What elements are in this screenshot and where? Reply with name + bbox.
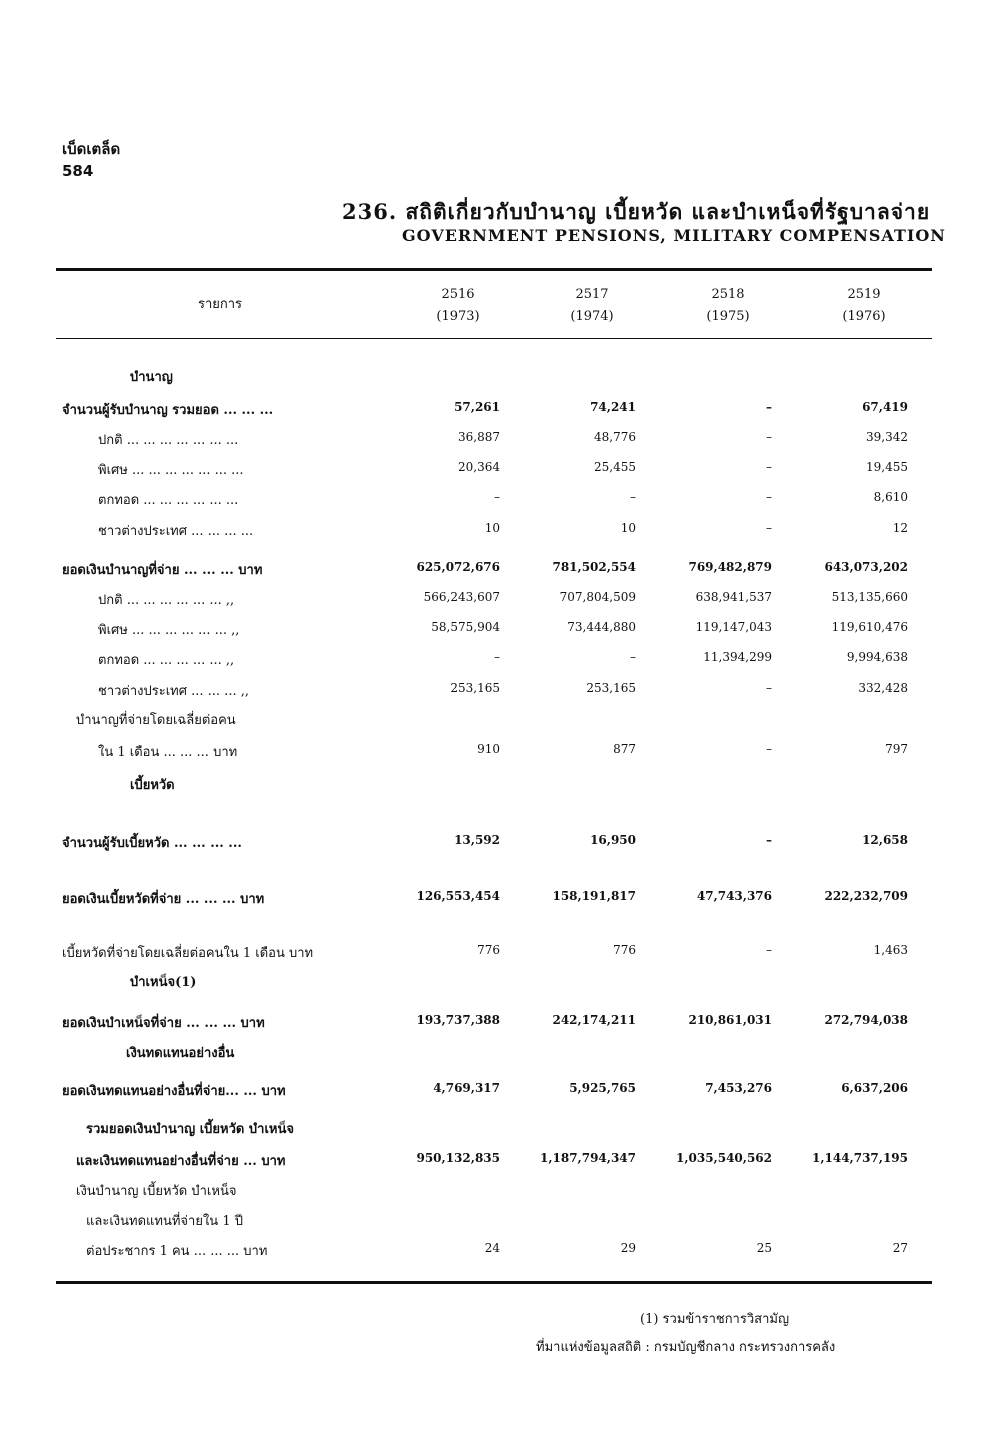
table-title-english: GOVERNMENT PENSIONS, MILITARY COMPENSATION — [402, 226, 946, 245]
year-thai: 2516 — [441, 287, 475, 302]
table-cell: 1,144,737,195 — [811, 1151, 908, 1165]
table-cell: 222,232,709 — [824, 889, 908, 903]
table-cell: 272,794,038 — [824, 1013, 908, 1027]
row-label: และเงินทดแทนอย่างอื่นที่จ่าย ... บาท — [76, 1154, 286, 1169]
table-cell: 25,455 — [594, 460, 636, 474]
table-cell: 1,463 — [873, 943, 908, 957]
table-cell: 73,444,880 — [567, 620, 636, 634]
row-label: พิเศษ ... ... ... ... ... ... ,, — [98, 623, 240, 638]
table-cell: 1,187,794,347 — [539, 1151, 636, 1165]
table-cell: 12 — [892, 521, 908, 535]
table-cell: 6,637,206 — [841, 1081, 908, 1095]
table-cell: 27 — [892, 1241, 908, 1255]
table-cell: 566,243,607 — [423, 590, 500, 604]
table-cell: 13,592 — [454, 833, 500, 847]
table-cell: – — [766, 430, 772, 444]
table-cell: 5,925,765 — [569, 1081, 636, 1095]
table-cell: – — [494, 650, 500, 664]
table-cell: 11,394,299 — [703, 650, 772, 664]
table-cell: 513,135,660 — [831, 590, 908, 604]
row-label: ปกติ ... ... ... ... ... ... ... — [98, 433, 239, 448]
row-label: ยอดเงินบำเหน็จที่จ่าย ... ... ... บาท — [62, 1016, 265, 1031]
row-label: ปกติ ... ... ... ... ... ... ,, — [98, 593, 235, 608]
table-cell: 9,994,638 — [846, 650, 908, 664]
table-cell: 776 — [613, 943, 636, 957]
table-cell: 910 — [477, 742, 500, 756]
table-cell: 8,610 — [873, 490, 908, 504]
source-note: ที่มาแห่งข้อมูลสถิติ : กรมบัญชีกลาง กระทรวงการคลัง — [536, 1340, 836, 1355]
footnote: (1) รวมข้าราชการวิสามัญ — [640, 1312, 790, 1327]
row-label: บำนาญที่จ่ายโดยเฉลี่ยต่อคน — [76, 713, 236, 728]
row-label: ชาวต่างประเทศ ... ... ... ... — [98, 524, 254, 539]
row-label: รวมยอดเงินบำนาญ เบี้ยหวัด บำเหน็จ — [86, 1122, 294, 1137]
row-label: จำนวนผู้รับเบี้ยหวัด ... ... ... ... — [62, 836, 242, 851]
table-cell: 25 — [756, 1241, 772, 1255]
table-cell: 119,610,476 — [831, 620, 908, 634]
table-cell: 332,428 — [858, 681, 908, 695]
column-header-year — [804, 284, 924, 328]
table-cell: 10 — [484, 521, 500, 535]
table-cell: 20,364 — [458, 460, 500, 474]
table-cell: 48,776 — [594, 430, 636, 444]
column-header-year — [668, 284, 788, 328]
year-thai: 2518 — [711, 287, 745, 302]
year-ad: (1973) — [436, 309, 480, 324]
table-cell: 781,502,554 — [552, 560, 636, 574]
column-header-year — [398, 284, 518, 328]
row-label: บำนาญ — [130, 370, 173, 385]
table-cell: – — [766, 742, 772, 756]
row-label: เบี้ยหวัดที่จ่ายโดยเฉลี่ยต่อคนใน 1 เดือน บาท — [62, 946, 314, 961]
table-cell: – — [630, 490, 636, 504]
table-cell: 36,887 — [458, 430, 500, 444]
row-label: ตกทอด ... ... ... ... ... ... — [98, 493, 239, 508]
row-label: ยอดเงินทดแทนอย่างอื่นที่จ่าย... ... บาท — [62, 1084, 286, 1099]
year-ad: (1974) — [570, 309, 614, 324]
section-header — [62, 138, 120, 182]
table-cell: 193,737,388 — [416, 1013, 500, 1027]
table-cell: 253,165 — [450, 681, 500, 695]
table-cell: 12,658 — [862, 833, 908, 847]
table-cell: 57,261 — [454, 400, 500, 414]
table-cell: – — [766, 460, 772, 474]
table-cell: 29 — [620, 1241, 636, 1255]
table-cell: 7,453,276 — [705, 1081, 772, 1095]
table-cell: – — [766, 681, 772, 695]
table-cell: 253,165 — [586, 681, 636, 695]
row-label: พิเศษ ... ... ... ... ... ... ... — [98, 463, 244, 478]
table-cell: 950,132,835 — [416, 1151, 500, 1165]
table-cell: 74,241 — [590, 400, 636, 414]
column-header-year — [532, 284, 652, 328]
table-cell: – — [630, 650, 636, 664]
table-cell: 643,073,202 — [824, 560, 908, 574]
row-label: ชาวต่างประเทศ ... ... ... ,, — [98, 684, 249, 699]
year-ad: (1975) — [706, 309, 750, 324]
table-cell: 769,482,879 — [688, 560, 772, 574]
row-label: ยอดเงินเบี้ยหวัดที่จ่าย ... ... ... บาท — [62, 892, 265, 907]
table-cell: 126,553,454 — [416, 889, 500, 903]
table-cell: 797 — [885, 742, 908, 756]
table-cell: 242,174,211 — [552, 1013, 636, 1027]
row-label: ตกทอด ... ... ... ... ... ,, — [98, 653, 235, 668]
table-cell: 58,575,904 — [431, 620, 500, 634]
table-cell: 24 — [484, 1241, 500, 1255]
row-label: และเงินทดแทนที่จ่ายใน 1 ปี — [86, 1214, 243, 1229]
row-label: จำนวนผู้รับบำนาญ รวมยอด ... ... ... — [62, 403, 274, 418]
table-cell: 776 — [477, 943, 500, 957]
table-cell: 119,147,043 — [695, 620, 772, 634]
year-ad: (1976) — [842, 309, 886, 324]
table-cell: 19,455 — [866, 460, 908, 474]
book-title: เบ็ดเตล็ด — [62, 140, 121, 158]
row-label: ใน 1 เดือน ... ... ... บาท — [98, 745, 238, 760]
table-cell: 67,419 — [862, 400, 908, 414]
table-cell: – — [766, 833, 772, 847]
table-cell: – — [766, 943, 772, 957]
table-cell: 707,804,509 — [559, 590, 636, 604]
row-label: บำเหน็จ(1) — [130, 975, 197, 990]
row-label: เงินบำนาญ เบี้ยหวัด บำเหน็จ — [76, 1184, 237, 1199]
table-cell: – — [494, 490, 500, 504]
table-title-thai: 236. สถิติเกี่ยวกับบำนาญ เบี้ยหวัด และบำเหน็จที่รัฐบาลจ่าย — [342, 199, 931, 224]
top-rule — [56, 268, 932, 271]
table-cell: 638,941,537 — [695, 590, 772, 604]
table-cell: – — [766, 521, 772, 535]
table-cell: 16,950 — [590, 833, 636, 847]
year-thai: 2517 — [575, 287, 609, 302]
table-cell: 4,769,317 — [433, 1081, 500, 1095]
table-cell: 47,743,376 — [696, 889, 772, 903]
bottom-rule — [56, 1281, 932, 1284]
table-cell: 158,191,817 — [552, 889, 636, 903]
table-cell: – — [766, 490, 772, 504]
column-header-item: รายการ — [197, 297, 243, 312]
page-number: 584 — [62, 162, 94, 180]
table-cell: 39,342 — [866, 430, 908, 444]
header-rule — [56, 338, 932, 339]
row-label: ต่อประชากร 1 คน ... ... ... บาท — [86, 1244, 268, 1259]
row-label: เบี้ยหวัด — [130, 778, 175, 793]
table-cell: 210,861,031 — [688, 1013, 772, 1027]
table-cell: 625,072,676 — [416, 560, 500, 574]
row-label: ยอดเงินบำนาญที่จ่าย ... ... ... บาท — [62, 563, 263, 578]
table-cell: 877 — [613, 742, 636, 756]
table-cell: 1,035,540,562 — [675, 1151, 772, 1165]
year-thai: 2519 — [847, 287, 881, 302]
table-cell: – — [766, 400, 772, 414]
row-label: เงินทดแทนอย่างอื่น — [126, 1046, 235, 1061]
table-cell: 10 — [620, 521, 636, 535]
